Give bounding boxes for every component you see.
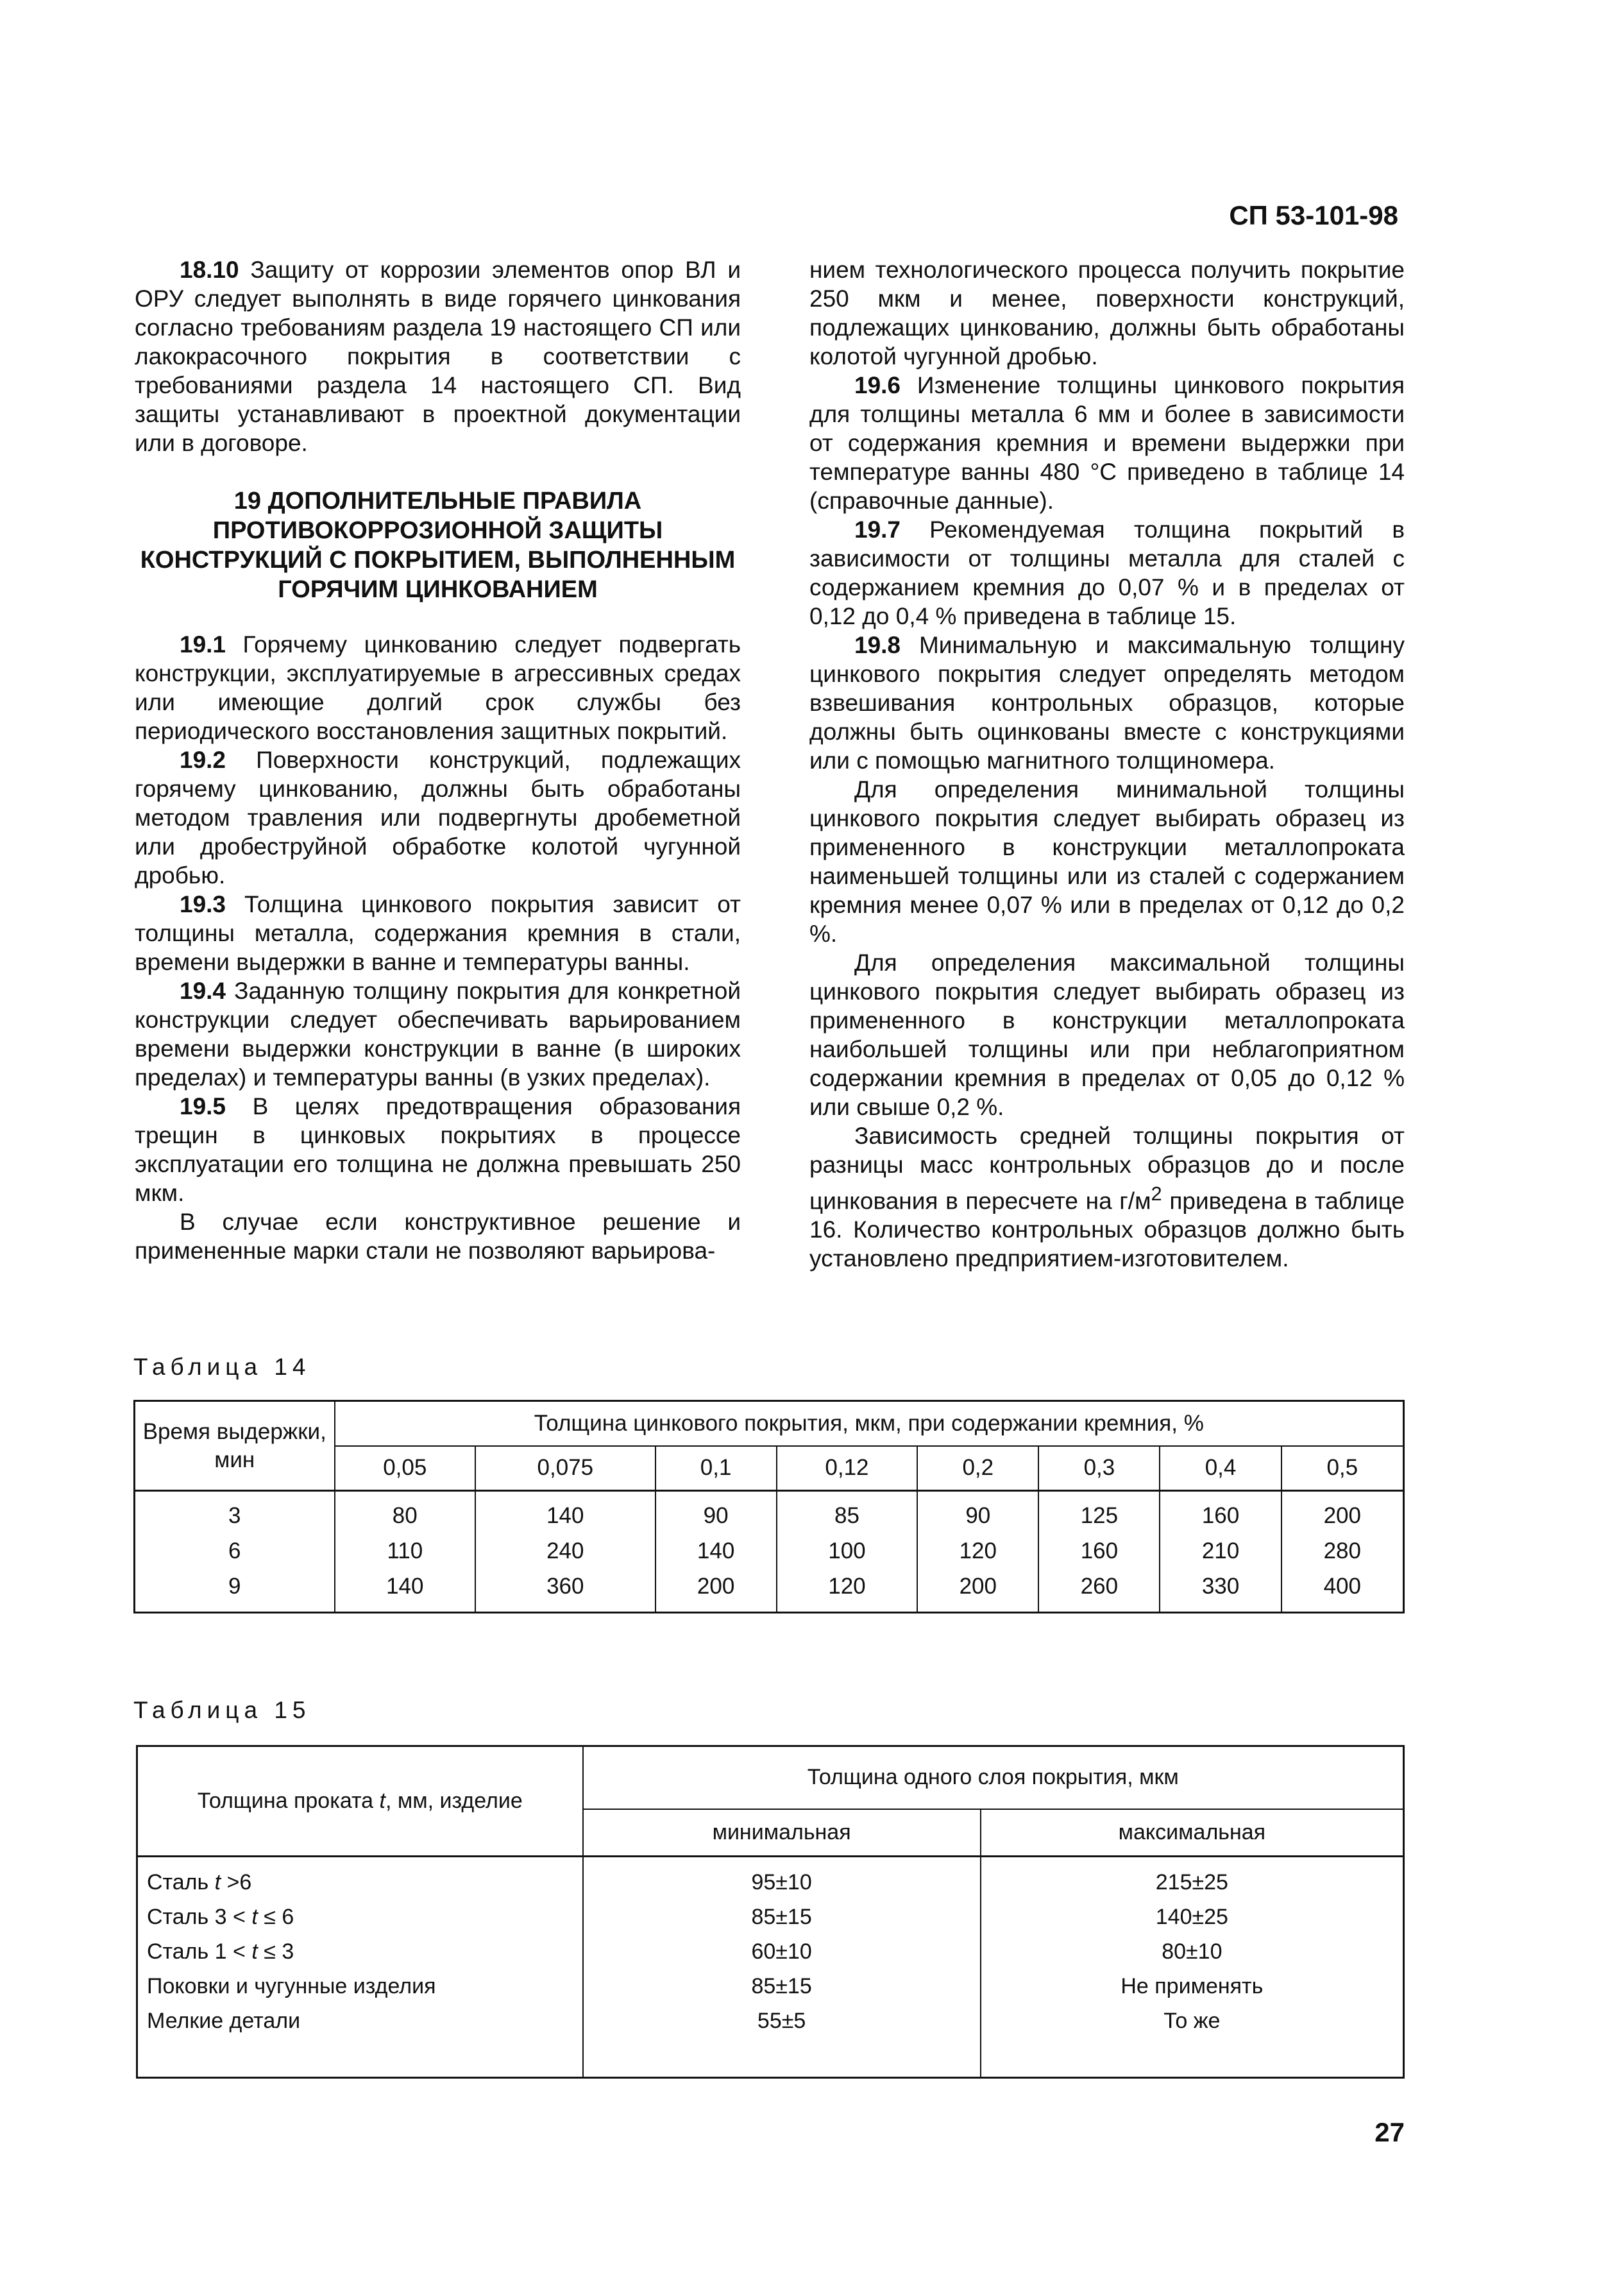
clause-number: 19.3 xyxy=(180,891,226,917)
label-text: >6 xyxy=(221,1869,252,1894)
clause-number: 19.4 xyxy=(180,978,226,1004)
table-cell: То же xyxy=(981,2004,1404,2078)
table-cell: 260 xyxy=(1038,1569,1160,1613)
table-cell: 120 xyxy=(917,1533,1038,1569)
variable-t: t xyxy=(251,1939,258,1964)
clause-text: Горячему цинкованию следует подвергать конструкции, эксплуатируемые в агрессивных средах или имеющие долгий срок службы без периодического восстановления защитных покрытий. xyxy=(135,631,741,744)
table-cell: 110 xyxy=(335,1533,476,1569)
table-cell: 85±15 xyxy=(583,1969,981,2004)
table-cell: 3 xyxy=(135,1491,335,1534)
table-14-group-header: Толщина цинкового покрытия, мкм, при содержании кремния, % xyxy=(335,1401,1404,1446)
column-header: 0,4 xyxy=(1160,1446,1281,1491)
table-row xyxy=(137,1969,1404,2004)
table-cell: 85±15 xyxy=(583,1900,981,1934)
paragraph-continuation: нием технологического процесса получить покрытие 250 мкм и менее, поверхности конструкций, подлежащих цинкованию, должны быть обработаны колотой чугунной дробью. xyxy=(809,257,1405,370)
table-14-row-header: Время выдержки, мин xyxy=(135,1401,335,1491)
clause-number: 19.8 xyxy=(854,632,901,658)
table-cell: 140±25 xyxy=(981,1900,1404,1934)
clause-text: Защиту от коррозии элементов опор ВЛ и ОРУ следует выполнять в виде горячего цинкования согласно требованиям раздела 19 настоящего СП или лакокрасочного покрытия в соответствии с требованиями раздела 14 настоящего СП. Вид защиты устанавливают в проектной документации или в договоре. xyxy=(135,257,741,456)
table-15 xyxy=(136,1745,1405,2079)
table-cell: 80 xyxy=(335,1491,476,1534)
table-15-group-header: Толщина одного слоя покрытия, мкм xyxy=(583,1746,1404,1809)
table-cell: 200 xyxy=(917,1569,1038,1613)
table-cell: 90 xyxy=(656,1491,777,1534)
table-cell: 280 xyxy=(1281,1533,1404,1569)
label-text: ≤ 6 xyxy=(257,1904,294,1929)
row-label xyxy=(137,1857,583,1900)
column-header: 0,5 xyxy=(1281,1446,1404,1491)
table-row xyxy=(137,1857,1404,1900)
table-cell: 60±10 xyxy=(583,1934,981,1969)
clause-text: Изменение толщины цинкового покрытия для толщины металла 6 мм и более в зависимости от содержания кремния и времени выдержки при температуре ванны 480 °С приведено в таблице 14 (справочные данные). xyxy=(809,372,1405,514)
clause-text: Рекомендуемая толщина покрытий в зависимости от толщины металла для сталей с содержанием кремния до 0,07 % и в пределах от 0,12 до 0,4 % приведена в таблице 15. xyxy=(809,516,1405,629)
table-row xyxy=(135,1533,1404,1569)
table-cell: 90 xyxy=(917,1491,1038,1534)
column-header: 0,12 xyxy=(777,1446,918,1491)
table-cell: 330 xyxy=(1160,1569,1281,1613)
table-cell: 140 xyxy=(335,1569,476,1613)
row-label xyxy=(137,1900,583,1934)
clause-text: Заданную толщину покрытия для конкретной конструкции следует обеспечивать варьированием времени выдержки конструкции в ванне (в широких пределах) и температуры ванны (в узких пределах). xyxy=(135,978,741,1091)
table-cell: 160 xyxy=(1038,1533,1160,1569)
clause-text: Минимальную и максимальную толщину цинкового покрытия следует определять методом взвешивания контрольных образцов, которые должны быть оцинкованы вместе с конструкциями или с помощью магнитного толщиномера. xyxy=(809,632,1405,774)
label-text: Сталь xyxy=(147,1869,215,1894)
table-15-caption: Таблица 15 xyxy=(133,1697,311,1723)
paragraph-18-10 xyxy=(135,255,741,457)
section-19-title: 19 ДОПОЛНИТЕЛЬНЫЕ ПРАВИЛА ПРОТИВОКОРРОЗИОННОЙ ЗАЩИТЫ КОНСТРУКЦИЙ С ПОКРЫТИЕМ, ВЫПОЛНЕННЫМ ГОРЯЧИМ ЦИНКОВАНИЕМ xyxy=(140,488,736,603)
label-text: Сталь 3 < xyxy=(147,1904,252,1929)
row-header-text-b: , мм, изделие xyxy=(385,1789,523,1813)
row-label xyxy=(137,2004,583,2078)
paragraph-19-4 xyxy=(135,976,741,1092)
table-15-row-header xyxy=(137,1746,583,1857)
column-header: 0,05 xyxy=(335,1446,476,1491)
paragraph-case: В случае если конструктивное решение и примененные марки стали не позволяют варьирова- xyxy=(135,1209,741,1264)
table-cell: 200 xyxy=(656,1569,777,1613)
row-label xyxy=(137,1934,583,1969)
table-row xyxy=(135,1491,1404,1534)
variable-t: t xyxy=(379,1789,385,1813)
paragraph-min-thickness: Для определения минимальной толщины цинкового покрытия следует выбирать образец из примененного в конструкции металлопроката наименьшей толщины или из сталей с содержанием кремния менее 0,07 % или в пределах от 0,12 до 0,2 %. xyxy=(809,776,1405,947)
clause-number: 19.1 xyxy=(180,631,226,658)
paragraph-dependence xyxy=(809,1121,1405,1273)
table-cell: 400 xyxy=(1281,1569,1404,1613)
right-column xyxy=(809,255,1405,1273)
left-column xyxy=(135,255,741,1265)
column-header: 0,2 xyxy=(917,1446,1038,1491)
column-header: 0,075 xyxy=(475,1446,656,1491)
paragraph-19-7 xyxy=(809,515,1405,631)
label-text: ≤ 3 xyxy=(257,1939,294,1964)
column-header: 0,3 xyxy=(1038,1446,1160,1491)
table-cell: 215±25 xyxy=(981,1857,1404,1900)
paragraph-19-6 xyxy=(809,371,1405,515)
paragraph-19-8 xyxy=(809,631,1405,775)
table-cell: 140 xyxy=(656,1533,777,1569)
page-number: 27 xyxy=(1374,2117,1405,2147)
table-14 xyxy=(133,1400,1405,1613)
table-cell: 120 xyxy=(777,1569,918,1613)
clause-number: 19.5 xyxy=(180,1093,226,1119)
clause-number: 18.10 xyxy=(180,257,239,283)
table-row xyxy=(137,1900,1404,1934)
table-cell: 240 xyxy=(475,1533,656,1569)
table-row xyxy=(137,2004,1404,2078)
table-row xyxy=(135,1569,1404,1613)
column-header: минимальная xyxy=(583,1809,981,1857)
table-14-caption: Таблица 14 xyxy=(133,1354,311,1380)
table-row xyxy=(137,1934,1404,1969)
table-cell: 6 xyxy=(135,1533,335,1569)
table-cell: 200 xyxy=(1281,1491,1404,1534)
clause-text: Толщина цинкового покрытия зависит от толщины металла, содержания кремния в стали, времени выдержки в ванне и температуры ванны. xyxy=(135,891,741,975)
document-code: СП 53-101-98 xyxy=(1229,200,1398,230)
dependence-text-b: приведена в таблице 16. Количество контрольных образцов должно быть установлено предприятием-изготовителем. xyxy=(809,1188,1405,1272)
variable-t: t xyxy=(251,1904,258,1929)
table-cell: 85 xyxy=(777,1491,918,1534)
paragraph-19-1 xyxy=(135,630,741,745)
table-cell: 125 xyxy=(1038,1491,1160,1534)
table-cell: 360 xyxy=(475,1569,656,1613)
table-cell: 9 xyxy=(135,1569,335,1613)
table-cell: 210 xyxy=(1160,1533,1281,1569)
clause-text: В целях предотвращения образования трещин в цинковых покрытиях в процессе эксплуатации его толщина не должна превышать 250 мкм. xyxy=(135,1093,741,1206)
dependence-text-a: Зависимость средней толщины покрытия от разницы масс контрольных образцов до и после цинкования в пересчете на г/м xyxy=(809,1123,1405,1214)
table-cell: 100 xyxy=(777,1533,918,1569)
clause-number: 19.7 xyxy=(854,516,901,543)
paragraph-19-2 xyxy=(135,745,741,890)
paragraph-19-5 xyxy=(135,1092,741,1207)
table-cell: 95±10 xyxy=(583,1857,981,1900)
table-cell: 55±5 xyxy=(583,2004,981,2078)
table-cell: 160 xyxy=(1160,1491,1281,1534)
row-header-text-a: Толщина проката xyxy=(197,1789,380,1813)
label-text: Поковки и чугунные изделия xyxy=(147,1973,436,1998)
clause-number: 19.6 xyxy=(854,372,901,398)
clause-number: 19.2 xyxy=(180,747,226,773)
variable-t: t xyxy=(214,1869,221,1894)
row-label xyxy=(137,1969,583,2004)
paragraph-max-thickness: Для определения максимальной толщины цинкового покрытия следует выбирать образец из примененного в конструкции металлопроката наибольшей толщины или при неблагоприятном содержании кремния в пределах от 0,05 до 0,12 % или свыше 0,2 %. xyxy=(809,949,1405,1120)
table-cell: 80±10 xyxy=(981,1934,1404,1969)
label-text: Мелкие детали xyxy=(147,2008,301,2033)
superscript: 2 xyxy=(1151,1182,1162,1205)
label-text: Сталь 1 < xyxy=(147,1939,252,1964)
clause-text: Поверхности конструкций, подлежащих горячему цинкованию, должны быть обработаны методом травления или подвергнуты дробеметной или дробеструйной обработке колотой чугунной дробью. xyxy=(135,747,741,889)
table-cell: Не применять xyxy=(981,1969,1404,2004)
table-cell: 140 xyxy=(475,1491,656,1534)
column-header: 0,1 xyxy=(656,1446,777,1491)
column-header: максимальная xyxy=(981,1809,1404,1857)
paragraph-19-3 xyxy=(135,890,741,976)
